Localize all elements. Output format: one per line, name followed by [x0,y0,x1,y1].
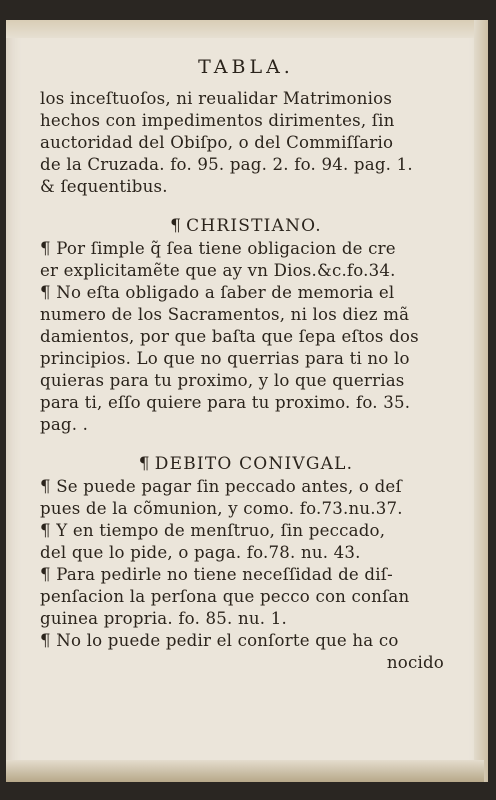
section-heading-christiano [40,214,452,238]
text-line: ¶ No lo puede pedir el conſorte que ha co [40,631,399,650]
text-line: hechos con impedimentos dirimentes, ſin [40,111,395,130]
text-line: auctoridad del Obiſpo, o del Commiſſario [40,133,394,152]
section-title: DEBITO CONIVGAL. [154,454,354,474]
text-line: ¶ No eſta obligado a ſaber de memoria el [40,283,395,302]
section-heading-debito-conivgal [40,452,452,476]
text-line: para ti, eſſo quiere para tu proximo. fo. 35. [40,393,411,412]
text-line: ¶ Y en tiempo de menſtruo, ſin peccado, [40,521,386,540]
paragraph-incestuosos [40,88,452,198]
text-line: de la Cruzada. fo. 95. pag. 2. fo. 94. pag. 1. [40,155,413,174]
text-line: ¶ Para pedirle no tiene neceſſidad de diſ- [40,565,393,584]
text-line: & ſequentibus. [40,177,168,196]
text-line: guinea propria. fo. 85. nu. 1. [40,609,287,628]
text-line: ¶ Por ſimple q̃ ſea tiene obligacion de cre [40,239,396,258]
page-top-edge [6,20,484,38]
page-right-edge [474,20,488,782]
text-line: numero de los Sacramentos, ni los diez mã [40,305,410,324]
text-line: del que lo pide, o paga. fo.78. nu. 43. [40,543,361,562]
section-christiano-body [40,238,452,436]
catchword: nocido [386,653,444,672]
text-line: quieras para tu proximo, y lo que querrias [40,371,405,390]
text-line: damientos, por que baſta que ſepa eſtos dos [40,327,419,346]
running-header: TABLA. [198,56,294,78]
text-line: principios. Lo que no querrias para ti no lo [40,349,410,368]
pilcrow-mark: ¶ [138,454,151,474]
pilcrow-mark: ¶ [170,216,183,236]
text-line: pag. . [40,415,89,434]
text-line: los inceſtuoſos, ni reualidar Matrimonios [40,89,393,108]
section-title: CHRISTIANO. [186,216,322,236]
page-text [40,56,452,674]
text-line: er explicitamẽte que ay vn Dios.&c.fo.34. [40,261,396,280]
text-line: ¶ Se puede pagar ſin peccado antes, o deſ [40,477,402,496]
text-line: penſacion la perſona que pecco con conſan [40,587,410,606]
page-bottom-edge [6,760,484,782]
section-debito-body [40,476,452,674]
text-line: pues de la cõmunion, y como. fo.73.nu.37. [40,499,403,518]
